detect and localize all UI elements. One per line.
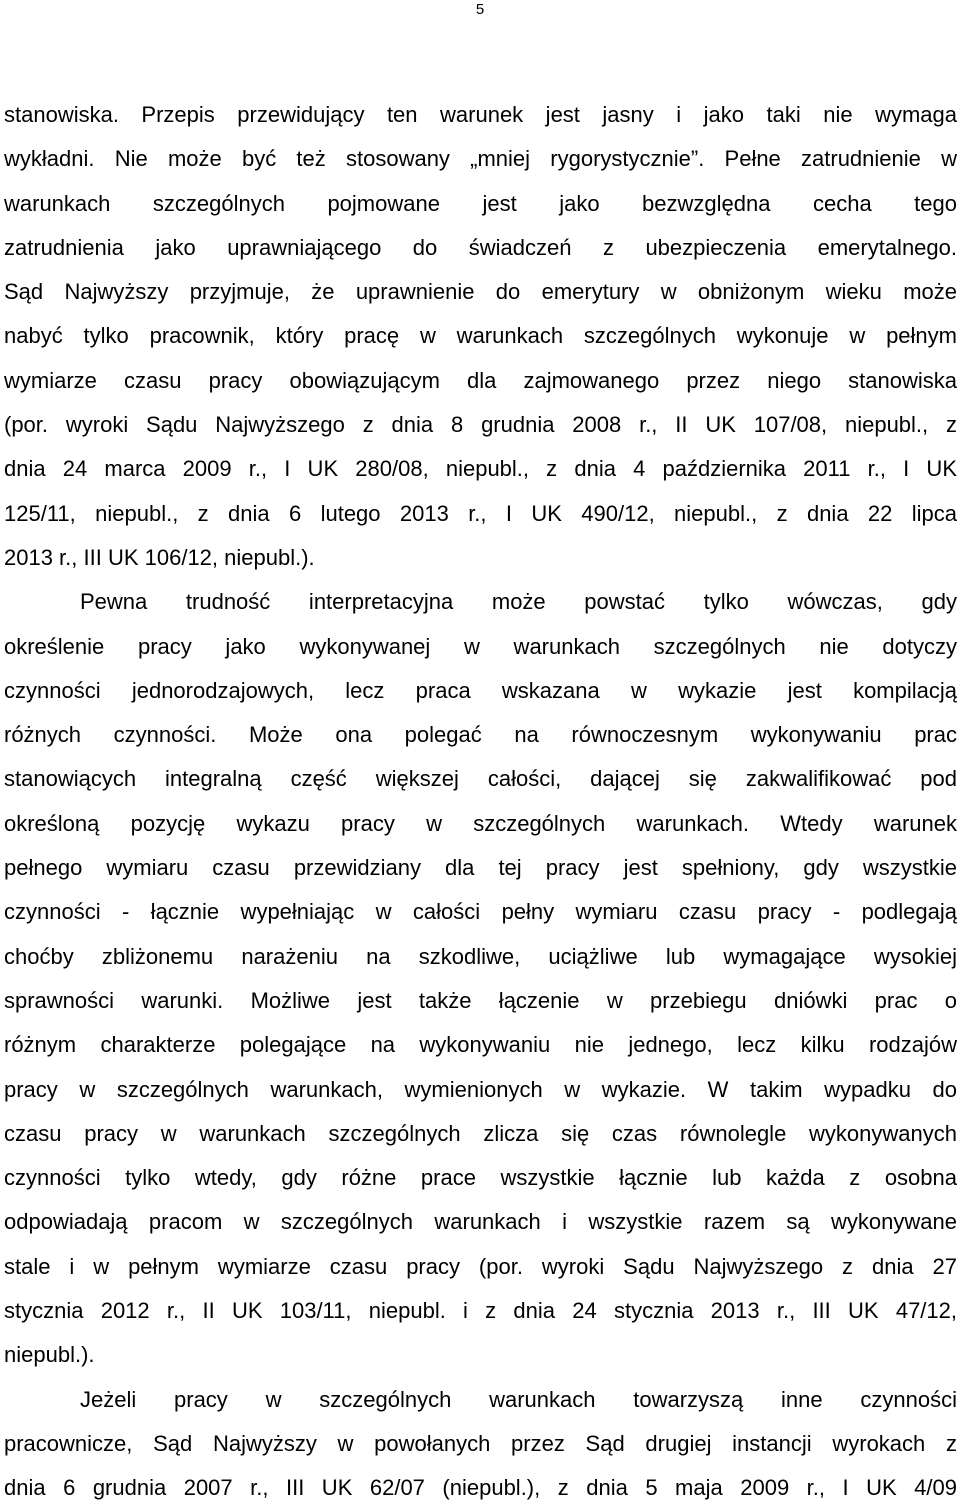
text-line: określoną pozycję wykazu pracy w szczególnych warunkach. Wtedy warunek	[4, 810, 957, 836]
text-line: niepubl.).	[4, 1342, 95, 1368]
text-line: pełnego wymiaru czasu przewidziany dla tej pracy jest spełniony, gdy wszystkie	[4, 855, 957, 881]
text-line: pracy w szczególnych warunkach, wymienionych w wykazie. W takim wypadku do	[4, 1076, 957, 1102]
text-line: pracownicze, Sąd Najwyższy w powołanych przez Sąd drugiej instancji wyrokach z	[4, 1430, 957, 1456]
text-line: różnym charakterze polegające na wykonywaniu nie jednego, lecz kilku rodzajów	[4, 1032, 957, 1058]
text-line: stanowiących integralną część większej całości, dającej się zakwalifikować pod	[4, 766, 957, 792]
text-line: choćby zbliżonemu narażeniu na szkodliwe, uciążliwe lub wymagające wysokiej	[4, 943, 957, 969]
text-line: czynności - łącznie wypełniając w całości pełny wymiaru czasu pracy - podlegają	[4, 899, 957, 925]
text-line: wymiarze czasu pracy obowiązującym dla zajmowanego przez niego stanowiska	[4, 367, 957, 393]
text-line: sprawności warunki. Możliwe jest także łączenie w przebiegu dniówki prac o	[4, 987, 957, 1013]
text-line: różnych czynności. Może ona polegać na równoczesnym wykonywaniu prac	[4, 722, 957, 748]
text-line: dnia 6 grudnia 2007 r., III UK 62/07 (niepubl.), z dnia 5 maja 2009 r., I UK 4/09	[4, 1475, 957, 1501]
text-line: czynności jednorodzajowych, lecz praca wskazana w wykazie jest kompilacją	[4, 677, 957, 703]
text-line: czasu pracy w warunkach szczególnych zlicza się czas równolegle wykonywanych	[4, 1120, 957, 1146]
text-line: stale i w pełnym wymiarze czasu pracy (por. wyroki Sądu Najwyższego z dnia 27	[4, 1253, 957, 1279]
text-line: 2013 r., III UK 106/12, niepubl.).	[4, 544, 315, 570]
text-line: określenie pracy jako wykonywanej w warunkach szczególnych nie dotyczy	[4, 633, 957, 659]
text-line: Jeżeli pracy w szczególnych warunkach towarzyszą inne czynności	[80, 1386, 957, 1412]
text-line: dnia 24 marca 2009 r., I UK 280/08, niepubl., z dnia 4 października 2011 r., I UK	[4, 456, 957, 482]
text-line: odpowiadają pracom w szczególnych warunkach i wszystkie razem są wykonywane	[4, 1209, 957, 1235]
text-line: nabyć tylko pracownik, który pracę w warunkach szczególnych wykonuje w pełnym	[4, 323, 957, 349]
text-line: wykładni. Nie może być też stosowany „mniej rygorystycznie”. Pełne zatrudnienie w	[4, 146, 957, 172]
text-line: warunkach szczególnych pojmowane jest jako bezwzględna cecha tego	[4, 190, 957, 216]
text-line: Pewna trudność interpretacyjna może powstać tylko wówczas, gdy	[80, 589, 957, 615]
text-line: 125/11, niepubl., z dnia 6 lutego 2013 r., I UK 490/12, niepubl., z dnia 22 lipca	[4, 500, 957, 526]
text-line: stycznia 2012 r., II UK 103/11, niepubl. i z dnia 24 stycznia 2013 r., III UK 47/12,	[4, 1298, 957, 1324]
text-line: (por. wyroki Sądu Najwyższego z dnia 8 grudnia 2008 r., II UK 107/08, niepubl., z	[4, 412, 957, 438]
text-line: stanowiska. Przepis przewidujący ten warunek jest jasny i jako taki nie wymaga	[4, 102, 957, 127]
document-body	[4, 93, 957, 1511]
text-line: Sąd Najwyższy przyjmuje, że uprawnienie do emerytury w obniżonym wieku może	[4, 279, 957, 305]
page-number: 5	[475, 1, 485, 18]
text-line: czynności tylko wtedy, gdy różne prace wszystkie łącznie lub każda z osobna	[4, 1165, 957, 1191]
text-line: zatrudnienia jako uprawniającego do świadczeń z ubezpieczenia emerytalnego.	[4, 234, 957, 260]
